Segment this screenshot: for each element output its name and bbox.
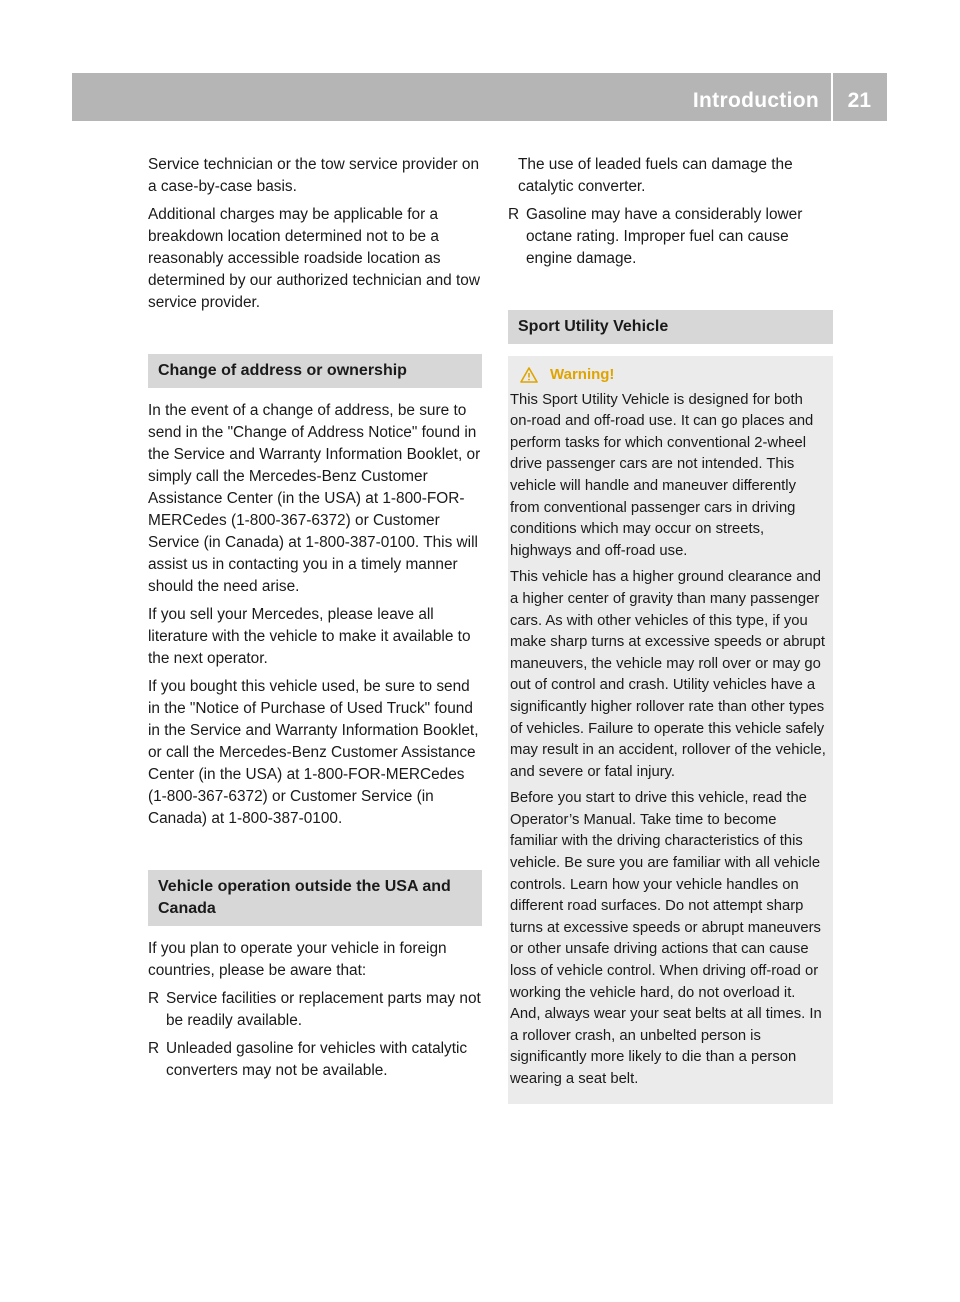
paragraph: If you sell your Mercedes, please leave all literature with the vehicle to make it available to the next operator.	[148, 606, 471, 667]
header-divider	[831, 73, 833, 121]
warning-paragraph: This Sport Utility Vehicle is designed for both on-road and off-road use. It can go places and perform tasks for which conventional 2-wheel drive passenger cars are not intended. This vehicle will handle and maneuver differently from conventional passenger cars in driving conditions which may occur on streets, highways and off-road use.	[510, 391, 814, 559]
paragraph: Service technician or the tow service provider on a case-by-case basis.	[148, 156, 480, 195]
left-column	[148, 154, 482, 1088]
warning-header	[520, 364, 827, 386]
paragraph: The use of leaded fuels can damage the catalytic converter.	[518, 156, 793, 195]
page-number: 21	[847, 89, 871, 112]
warning-paragraph: Before you start to drive this vehicle, read the Operator’s Manual. Take time to become familiar with the driving characteristics of this vehicle. Be sure you are familiar with all vehicle controls. Learn how your vehicle handles on different road surfaces. Do not attempt sharp turns at excessive speeds or abrupt maneuvers or other unsafe driving actions that can cause loss of vehicle control. When driving off-road or working the vehicle hard, do not overload it. And, always wear your seat belts at all times. In a rollover crash, an unbelted person is significantly more likely to die than a person wearing a seat belt.	[510, 790, 822, 1087]
list-item	[148, 988, 482, 1032]
paragraph: If you plan to operate your vehicle in foreign countries, please be aware that:	[148, 940, 447, 979]
warning-box	[508, 356, 833, 1104]
list-item	[508, 204, 833, 270]
page-header	[72, 73, 887, 121]
section-heading: Change of address or ownership	[148, 354, 482, 388]
section-heading: Sport Utility Vehicle	[508, 310, 833, 344]
bullet-mark: R	[148, 1040, 160, 1057]
list-item-text: Service facilities or replacement parts may not be readily available.	[166, 990, 481, 1029]
right-column	[508, 154, 833, 1104]
list-item-text: Unleaded gasoline for vehicles with catalytic converters may not be available.	[166, 1040, 468, 1079]
warning-paragraph: This vehicle has a higher ground clearance and a higher center of gravity than many passenger cars. As with other vehicles of this type, if you make sharp turns at excessive speeds or abrupt maneuvers, the vehicle may roll over or may go out of control and crash. Utility vehicles have a significantly higher rollover rate than other types of vehicles. Failure to operate this vehicle safely may result in an accident, rollover of the vehicle, and severe or fatal injury.	[510, 569, 826, 780]
warning-triangle-icon	[520, 367, 538, 383]
paragraph: Additional charges may be applicable for a breakdown location determined not to be a reasonably accessible roadside location as determined by our authorized technician and tow service provider.	[148, 206, 480, 311]
section-title: Introduction	[692, 89, 819, 112]
section-heading: Vehicle operation outside the USA and Canada	[148, 870, 482, 926]
paragraph: If you bought this vehicle used, be sure to send in the "Notice of Purchase of Used Truck" found in the Service and Warranty Information Booklet, or call the Mercedes-Benz Customer Assistance Center (in the USA) at 1-800-FOR-MERCedes (1-800-367-6372) or Customer Service (in Canada) at 1-800-387-0100.	[148, 678, 479, 827]
bullet-mark: R	[148, 990, 160, 1007]
list-item	[148, 1038, 482, 1082]
list-item-text: Gasoline may have a considerably lower octane rating. Improper fuel can cause engine damage.	[526, 206, 803, 267]
bullet-mark: R	[508, 206, 520, 223]
warning-label: Warning!	[550, 366, 615, 383]
paragraph: In the event of a change of address, be sure to send in the "Change of Address Notice" found in the Service and Warranty Information Booklet, or simply call the Mercedes-Benz Customer Assistance Center (in the USA) at 1-800-FOR-MERCedes (1-800-367-6372) or Customer Service (in Canada) at 1-800-387-0100. This will assist us in contacting you in a timely manner should the need arise.	[148, 402, 481, 595]
